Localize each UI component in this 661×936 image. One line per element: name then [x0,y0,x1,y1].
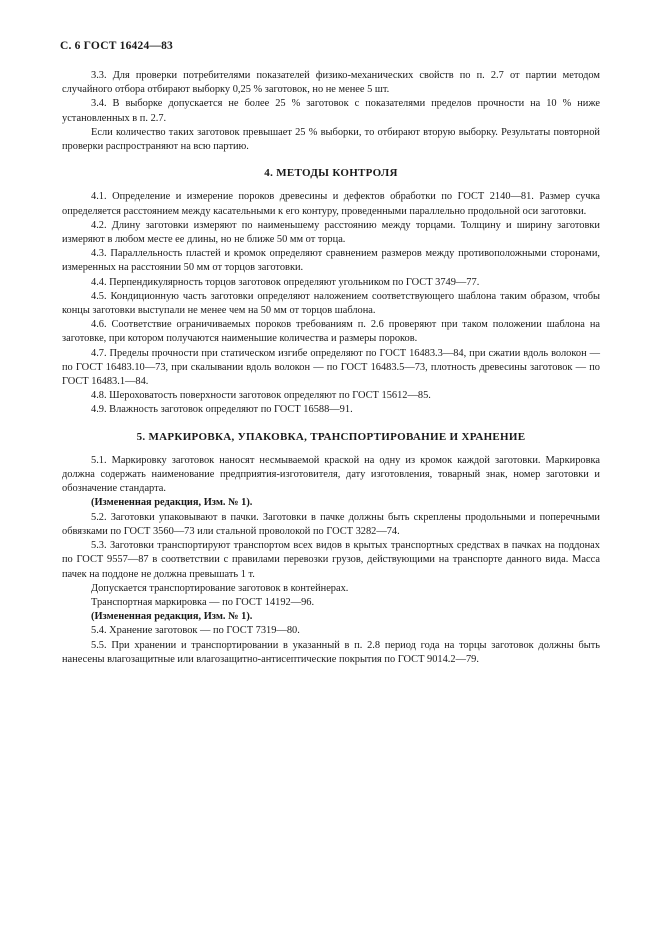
paragraph-4-1: 4.1. Определение и измерение пороков древесины и дефектов обработки по ГОСТ 2140—81. Размер сучка определяется расстоянием между касательными к его контуру, проведенными параллельно продольной оси заготовки. [62,191,600,217]
paragraph-5-3-containers: Допускается транспортирование заготовок в контейнерах. [91,582,349,594]
paragraph-5-1: 5.1. Маркировку заготовок наносят несмываемой краской на одну из кромок каждой заготовки. Маркировка должна содержать наименование предприятия-изготовителя, дату изготовления, товарный знак, номер заготовки и обозначение стандарта. [62,454,600,495]
paragraph-4-4: 4.4. Перпендикулярность торцов заготовок определяют угольником по ГОСТ 3749—77. [91,276,480,288]
paragraph-4-9: 4.9. Влажность заготовок определяют по ГОСТ 16588—91. [91,404,353,416]
paragraph-5-3: 5.3. Заготовки транспортируют транспортом всех видов в крытых транспортных средствах в пачках на поддонах по ГОСТ 9557—87 в соответствии с правилами перевозки грузов, действующими на транспорте данного вида. Масса пачек на поддоне не должна превышать 1 т. [62,540,600,580]
paragraph-4-5: 4.5. Кондиционную часть заготовки определяют наложением соответствующего шаблона таким образом, чтобы концы заготовки выступали не менее чем на 50 мм от торцов шаблона. [62,290,600,317]
paragraph-5-4: 5.4. Хранение заготовок — по ГОСТ 7319—80. [91,625,300,637]
document-body [62,69,600,667]
paragraph-3-4-continued: Если количество таких заготовок превышает 25 % выборки, то отбирают вторую выборку. Результаты повторной проверки распространяют на всю партию. [62,126,600,153]
paragraph-4-7: 4.7. Пределы прочности при статическом изгибе определяют по ГОСТ 16483.3—84, при сжатии вдоль волокон — по ГОСТ 16483.10—73, при скалывании вдоль волокон — по ГОСТ 16483.5—73, плотность древесины заготовок — по ГОСТ 16483.1—84. [62,347,600,388]
amendment-note-2: (Измененная редакция, Изм. № 1). [91,611,253,623]
paragraph-5-3-marking: Транспортная маркировка — по ГОСТ 14192—96. [91,596,315,608]
paragraph-4-6: 4.6. Соответствие ограничиваемых пороков требованиям п. 2.6 проверяют при таком положении шаблона на заготовке, при котором получаются наименьшие количества и размеры пороков. [62,319,600,345]
paragraph-5-2: 5.2. Заготовки упаковывают в пачки. Заготовки в пачке должны быть скреплены продольными и поперечными обвязками по ГОСТ 3560—73 или стальной проволокой по ГОСТ 3282—74. [62,511,600,537]
paragraph-4-2: 4.2. Длину заготовки измеряют по наименьшему расстоянию между торцами. Толщину и ширину заготовки измеряют в любом месте ее длины, но не ближе 50 мм от торца. [62,219,600,246]
paragraph-3-3: 3.3. Для проверки потребителями показателей физико-механических свойств по п. 2.7 от партии методом случайного отбора отбирают выборку 0,25 % заготовок, но не менее 5 шт. [62,70,600,96]
paragraph-5-5: 5.5. При хранении и транспортировании в указанный в п. 2.8 период года на торцы заготовок должны быть нанесены влагозащитные или влагозащитно-антисептические покрытия по ГОСТ 9014.2—79. [62,639,600,665]
page-header: С. 6 ГОСТ 16424—83 [60,40,173,52]
paragraph-3-4: 3.4. В выборке допускается не более 25 % заготовок с показателями пределов прочности на 10 % ниже установленных в п. 2.7. [62,98,600,124]
amendment-note-1: (Измененная редакция, Изм. № 1). [91,497,253,509]
paragraph-4-3: 4.3. Параллельность пластей и кромок определяют сравнением размеров между противоположными сторонами, измеренных на расстоянии 50 мм от торцов заготовки. [62,248,600,274]
paragraph-4-8: 4.8. Шероховатость поверхности заготовок определяют по ГОСТ 15612—85. [91,390,431,402]
section-5-heading: 5. МАРКИРОВКА, УПАКОВКА, ТРАНСПОРТИРОВАНИЕ И ХРАНЕНИЕ [136,430,526,443]
section-4-heading: 4. МЕТОДЫ КОНТРОЛЯ [264,167,398,180]
